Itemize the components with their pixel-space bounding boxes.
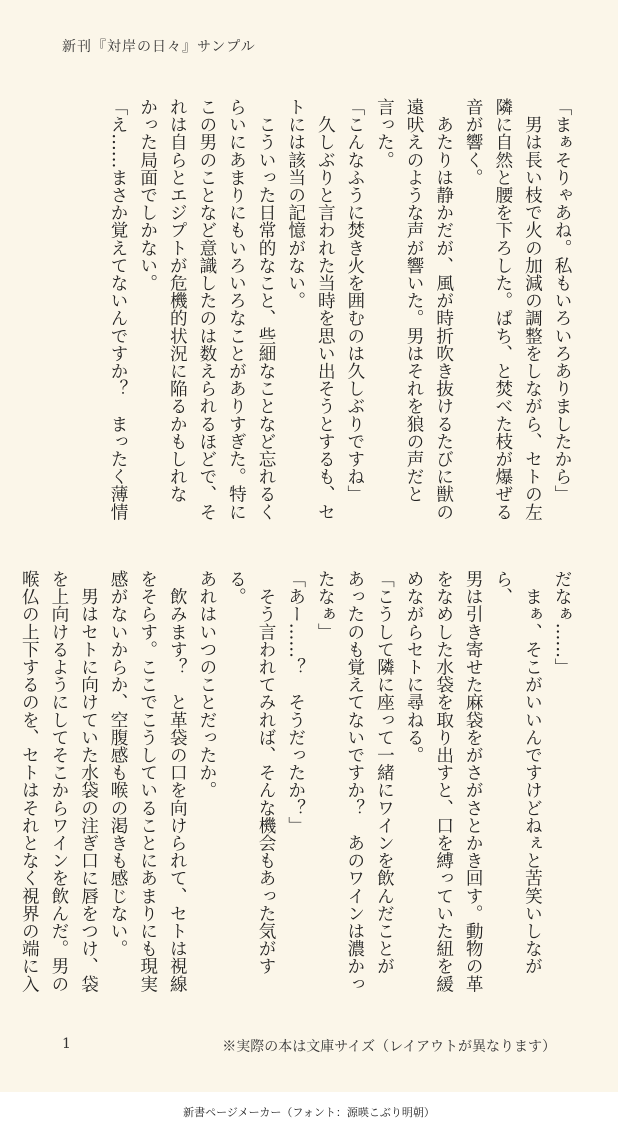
page-header-title: 新刊『対岸の日々』サンプル: [62, 39, 256, 55]
text-line: めながらセトに尋ねる。: [404, 570, 425, 764]
text-line: 隣に自然と腰を下ろした。ぱち、と焚べた枝が爆ぜる: [492, 98, 513, 521]
text-line: そう言われてみれば、そんな機会もあった気がする。: [226, 570, 277, 975]
text-line: この男のことなど意識したのは数えられるほどで、そ: [196, 98, 217, 521]
text-line: 感がないからか、空腹感も喉の渇きも感じない。: [108, 570, 129, 958]
text-line: 久しぶりと言われた当時を思い出そうとするも、セ: [315, 98, 336, 521]
text-line: 遠吠えのような声が響いた。男はそれを狼の声だと: [404, 98, 425, 503]
text-line: たなぁ」: [315, 570, 336, 641]
text-line: をそらす。ここでこうしていることにあまりにも現実: [137, 570, 158, 993]
text-line: 音が響く。: [463, 98, 484, 186]
text-line: あったのも覚えてないですか？ あのワインは濃かっ: [344, 570, 365, 993]
text-line: 喉仏の上下するのを、セトはそれとなく視界の端に入: [19, 570, 40, 993]
text-line: あたりは静かだが、風が時折吹き抜けるたびに獣の: [433, 98, 454, 521]
layout-note: ※実際の本は文庫サイズ（レイアウトが異なります）: [222, 1039, 556, 1055]
text-line: だなぁ……」: [552, 570, 572, 676]
lower-text-block: [14, 570, 576, 1000]
text-line: らいにあまりにもいろいろなことがありすぎた。特に: [226, 98, 247, 521]
text-line: 男はセトに向けていた水袋の注ぎ口に唇をつけ、袋: [78, 570, 99, 993]
text-line: 飲みます？ と革袋の口を向けられて、セトは視線: [167, 570, 188, 993]
text-line: 「こうして隣に座って一緒にワインを飲んだことが: [374, 570, 395, 975]
text-line: を上向けるようにしてそこからワインを飲んだ。男の: [48, 570, 69, 993]
text-line: 男は長い枝で火の加減の調整をしながら、セトの左: [522, 98, 543, 521]
text-line: をなめした水袋を取り出すと、口を縛っていた紐を緩: [433, 570, 454, 993]
text-line: まぁ、そこがいいんですけどねぇと苦笑いしながら、: [492, 570, 543, 975]
text-line: あれはいつのことだったか。: [196, 570, 217, 799]
text-line: 言った。: [374, 98, 395, 169]
text-line: 「あー……？ そうだったか？」: [285, 570, 306, 834]
page-number: 1: [62, 1036, 71, 1052]
text-line: こういった日常的なこと、些細なことなど忘れるく: [256, 98, 277, 521]
text-line: かった局面でしかない。: [137, 98, 158, 292]
text-line: 「まぁそりゃあね。私もいろいろありましたから」: [552, 98, 572, 503]
text-line: 「え……まさか覚えてないんですか？ まったく薄情: [108, 98, 129, 521]
upper-text-block: [103, 98, 577, 528]
text-line: れは自らとエジプトが危機的状況に陥るかもしれな: [167, 98, 188, 503]
text-line: 男は引き寄せた麻袋をがさがさとかき回す。動物の革: [463, 570, 484, 993]
generator-credit: 新書ページメーカー（フォント：源暎こぶり明朝）: [183, 1106, 435, 1119]
text-line: トには該当の記憶がない。: [285, 98, 306, 310]
text-line: 「こんなふうに焚き火を囲むのは久しぶりですね」: [344, 98, 365, 503]
